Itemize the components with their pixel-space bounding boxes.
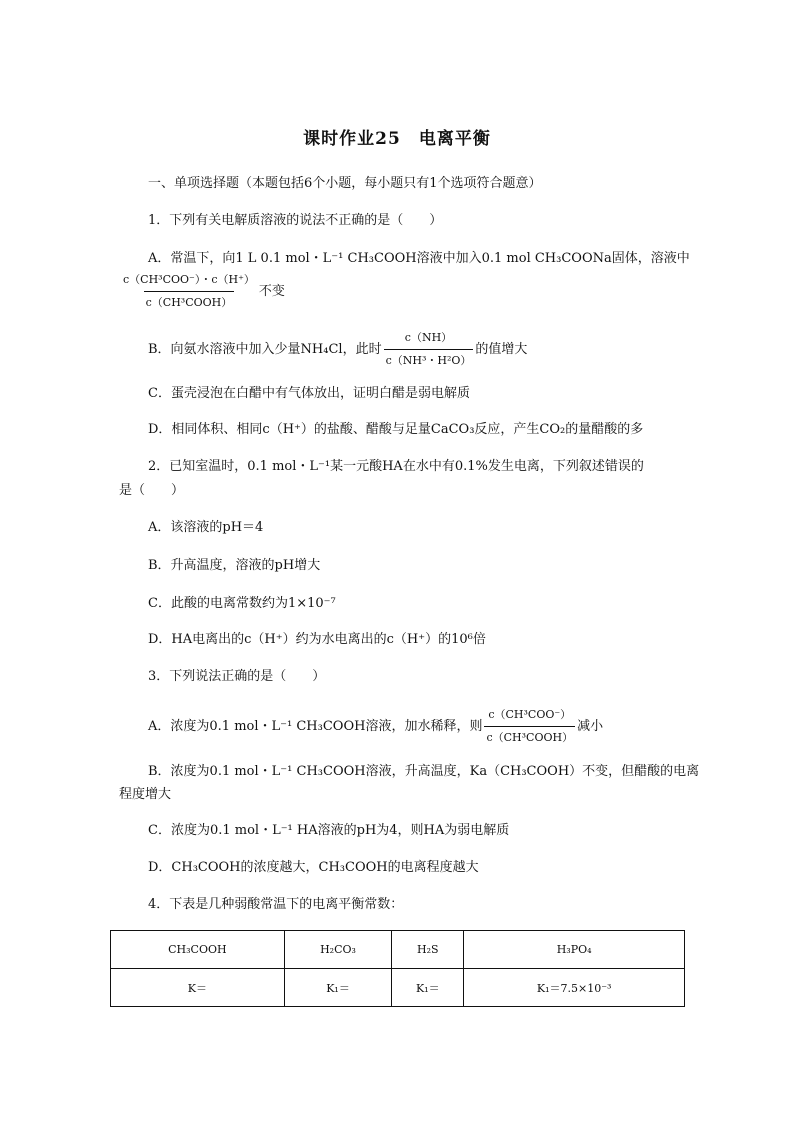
q2-stem-line2: 是（ ） xyxy=(119,483,185,498)
table-header-cell: H₂CO₃ xyxy=(284,931,392,969)
q1-a-fraction xyxy=(121,270,257,313)
table-cell: K＝ xyxy=(111,969,285,1007)
fraction-numerator: c（NH） xyxy=(404,331,453,344)
q1-b-fraction xyxy=(384,328,474,371)
q1-option-b xyxy=(148,328,527,371)
q3-option-a xyxy=(148,705,603,748)
table-header-cell: CH₃COOH xyxy=(111,931,285,969)
q1-option-a-fraction-line xyxy=(119,270,285,313)
q3-option-c: C．浓度为0.1 mol・L⁻¹ HA溶液的pH为4，则HA为弱电解质 xyxy=(148,823,510,838)
q1-option-d: D．相同体积、相同c（H⁺）的盐酸、醋酸与足量CaCO₃反应，产生CO₂的量醋酸的多 xyxy=(148,422,644,437)
q2-option-c: C．此酸的电离常数约为1×10⁻⁷ xyxy=(148,596,336,611)
fraction-numerator: c（CH³COO⁻）・c（H⁺） xyxy=(123,273,255,286)
q2-stem-line1: 2．已知室温时，0.1 mol・L⁻¹某一元酸HA在水中有0.1%发生电离，下列叙述错误的 xyxy=(148,459,644,474)
table-row xyxy=(111,969,685,1007)
fraction-numerator: c（CH³COO⁻） xyxy=(488,708,572,721)
table-header-cell: H₂S xyxy=(392,931,464,969)
page-title: 课时作业25 电离平衡 xyxy=(303,129,491,149)
q1-option-a: A．常温下，向1 L 0.1 mol・L⁻¹ CH₃COOH溶液中加入0.1 mol CH₃COONa固体，溶液中 xyxy=(148,251,690,266)
table-header-cell: H₃PO₄ xyxy=(464,931,685,969)
q1-stem: 1．下列有关电解质溶液的说法不正确的是（ ） xyxy=(148,213,443,228)
q1-b-tail: 的值增大 xyxy=(475,342,528,357)
q2-option-b: B．升高温度，溶液的pH增大 xyxy=(148,558,321,573)
table-cell: K₁＝ xyxy=(392,969,464,1007)
table-header-row xyxy=(111,931,685,969)
acid-constant-table xyxy=(110,930,685,1007)
section-heading: 一、单项选择题（本题包括6个小题，每小题只有1个选项符合题意） xyxy=(148,176,542,191)
q3-option-b-line1: B．浓度为0.1 mol・L⁻¹ CH₃COOH溶液，升高温度，Ka（CH₃COOH）不变，但醋酸的电离 xyxy=(148,764,700,779)
fraction-denominator: c（NH³・H²O） xyxy=(384,349,474,371)
q2-option-d: D．HA电离出的c（H⁺）约为水电离出的c（H⁺）的10⁶倍 xyxy=(148,632,486,647)
table-cell: K₁＝ xyxy=(284,969,392,1007)
q3-option-b-line2: 程度增大 xyxy=(119,787,172,802)
q4-stem: 4．下表是几种弱酸常温下的电离平衡常数： xyxy=(148,897,404,912)
q2-option-a: A．该溶液的pH＝4 xyxy=(148,520,264,535)
q3-a-fraction xyxy=(484,705,575,748)
q3-stem: 3．下列说法正确的是（ ） xyxy=(148,669,326,684)
q1-a-tail: 不变 xyxy=(258,284,285,299)
table-cell: K₁＝7.5×10⁻³ xyxy=(464,969,685,1007)
q3-a-prefix: A．浓度为0.1 mol・L⁻¹ CH₃COOH溶液，加水稀释，则 xyxy=(148,719,483,734)
q3-option-d: D．CH₃COOH的浓度越大，CH₃COOH的电离程度越大 xyxy=(148,860,479,875)
q1-option-c: C．蛋壳浸泡在白醋中有气体放出，证明白醋是弱电解质 xyxy=(148,386,470,401)
q3-a-tail: 减小 xyxy=(577,719,604,734)
fraction-denominator: c（CH³COOH） xyxy=(144,291,235,313)
fraction-denominator: c（CH³COOH） xyxy=(484,726,575,748)
q1-b-prefix: B．向氨水溶液中加入少量NH₄Cl，此时 xyxy=(148,342,382,357)
